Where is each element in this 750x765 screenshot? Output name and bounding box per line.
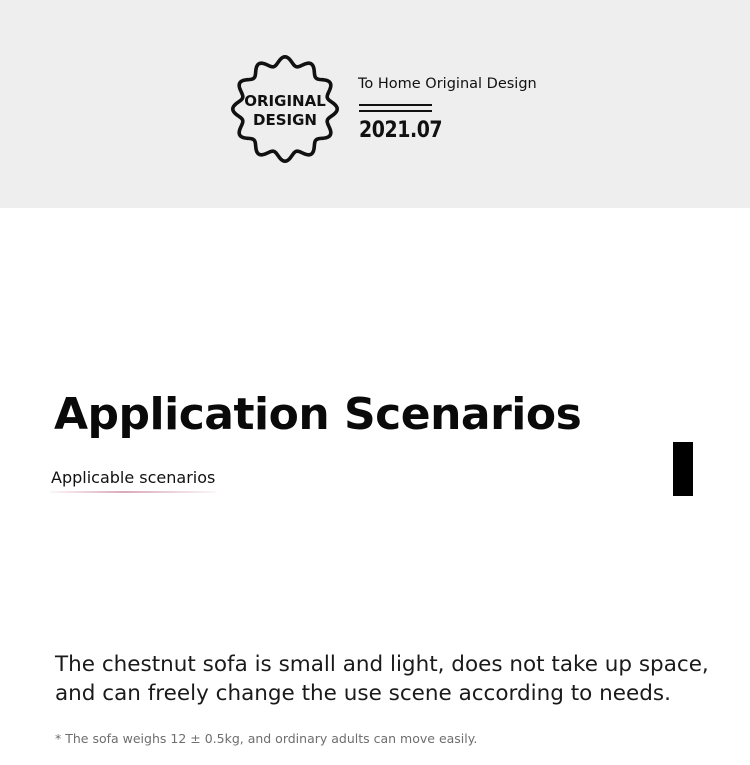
badge-line-1: ORIGINAL	[244, 92, 326, 110]
badge-text	[230, 92, 340, 130]
decorative-block	[673, 442, 693, 496]
rule-line-top	[359, 104, 432, 106]
rule-line-bottom	[359, 110, 432, 112]
brand-tagline: To Home Original Design	[358, 76, 537, 92]
badge-line-2: DESIGN	[253, 111, 317, 129]
section-subtitle: Applicable scenarios	[51, 468, 216, 487]
original-design-badge	[230, 54, 340, 164]
product-description	[55, 650, 715, 708]
release-date: 2021.07	[359, 118, 443, 143]
description-line: The chestnut sofa is small and light, does not take up space,	[55, 652, 709, 677]
section-title: Application Scenarios	[54, 389, 582, 440]
weight-footnote: * The sofa weighs 12 ± 0.5kg, and ordinary adults can move easily.	[55, 731, 478, 746]
description-line: and can freely change the use scene according to needs.	[55, 681, 671, 706]
subtitle-underline	[50, 491, 216, 493]
double-rule-divider	[359, 104, 432, 113]
